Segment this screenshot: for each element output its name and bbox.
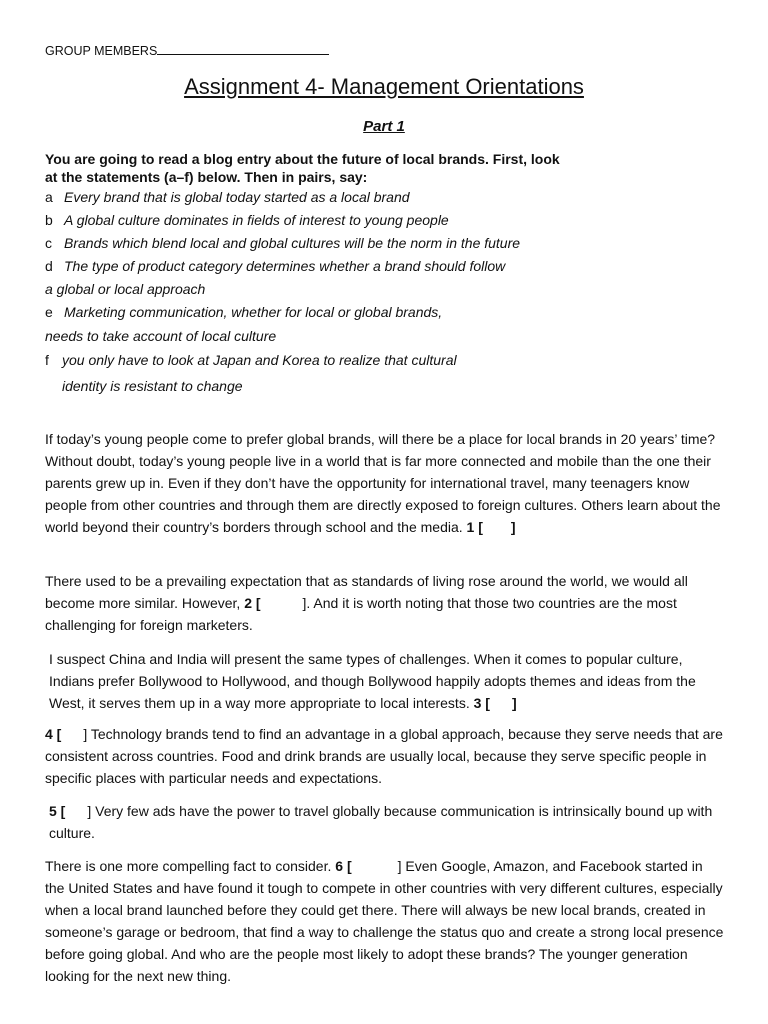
statement-d-continued: a global or local approach [45,281,206,297]
group-members-field[interactable] [45,42,329,58]
paragraph-1: If today’s young people come to prefer global brands, will there be a place for local brands in 20 years’ time? Without doubt, today’s young people live in a world that is far more connected and mobile than the one their parents grew up in. Even if they don’t have the opportunity for international travel, many teenagers know people from other countries and through them are directly exposed to foreign cultures. Others learn about the world beyond their country’s borders through school and the media. 1 [ ] [45,431,721,535]
paragraph-3: I suspect China and India will present the same types of challenges. When it comes to popular culture, Indians prefer Bollywood to Hollywood, and though Bollywood happily adopts themes and ideas from the West, it serves them up in a way more appropriate to local interests. 3 [ ] [49,651,696,711]
paragraph-5: 5 [ ] Very few ads have the power to travel globally because communication is intrinsically bound up with culture. [49,803,713,841]
paragraph-4: 4 [ ] Technology brands tend to find an advantage in a global approach, because they serve needs that are consistent across countries. Food and drink brands are usually local, because they serve specific people in specific places with particular needs and expectations. [45,726,723,786]
paragraph-6: There is one more compelling fact to consider. 6 [ ] Even Google, Amazon, and Facebook started in the United States and have found it tough to compete in other countries with very different cultures, especially when a local brand launched before they could get there. There will always be new local brands, created in someone’s garage or bedroom, that find a way to challenge the status quo and create a strong local presence before going global. And who are the people most likely to adopt these brands? The younger generation looking for the next new thing. [45,858,724,984]
blank-3-close: ] [511,695,517,711]
instructions: You are going to read a blog entry about the future of local brands. First, look at the statements (a–f) below. Then in pairs, say: [45,151,560,185]
blank-1-open: 1 [ [466,519,483,535]
blank-4-open: 4 [ [45,726,62,742]
blank-3-open: 3 [ [473,695,490,711]
blank-2-open: 2 [ [244,595,261,611]
blank-5-open: 5 [ [49,803,66,819]
statement-e-continued: needs to take account of local culture [45,328,277,344]
blank-6-open: 6 [ [335,858,352,874]
paragraph-2: There used to be a prevailing expectation that as standards of living rose around the world, we would all become more similar. However, 2 [ ]. And it is worth noting that those two countries are the most challenging for foreign marketers. [45,573,688,633]
group-members-label: GROUP MEMBERS [45,44,158,58]
statement-b: b A global culture dominates in fields of interest to young people [45,212,449,228]
part-heading: Part 1 [363,118,405,135]
statement-f: f you only have to look at Japan and Korea to realize that cultural [45,352,457,368]
page-title: Assignment 4- Management Orientations [184,74,584,99]
statement-d: d The type of product category determines whether a brand should follow [45,258,506,274]
group-members-blank-line[interactable] [157,42,329,55]
statement-f-continued: identity is resistant to change [62,378,243,394]
statement-e: e Marketing communication, whether for local or global brands, [45,304,443,320]
statement-a: a Every brand that is global today started as a local brand [45,189,410,205]
statement-c: c Brands which blend local and global cultures will be the norm in the future [45,235,521,251]
blank-1-close: ] [510,519,516,535]
